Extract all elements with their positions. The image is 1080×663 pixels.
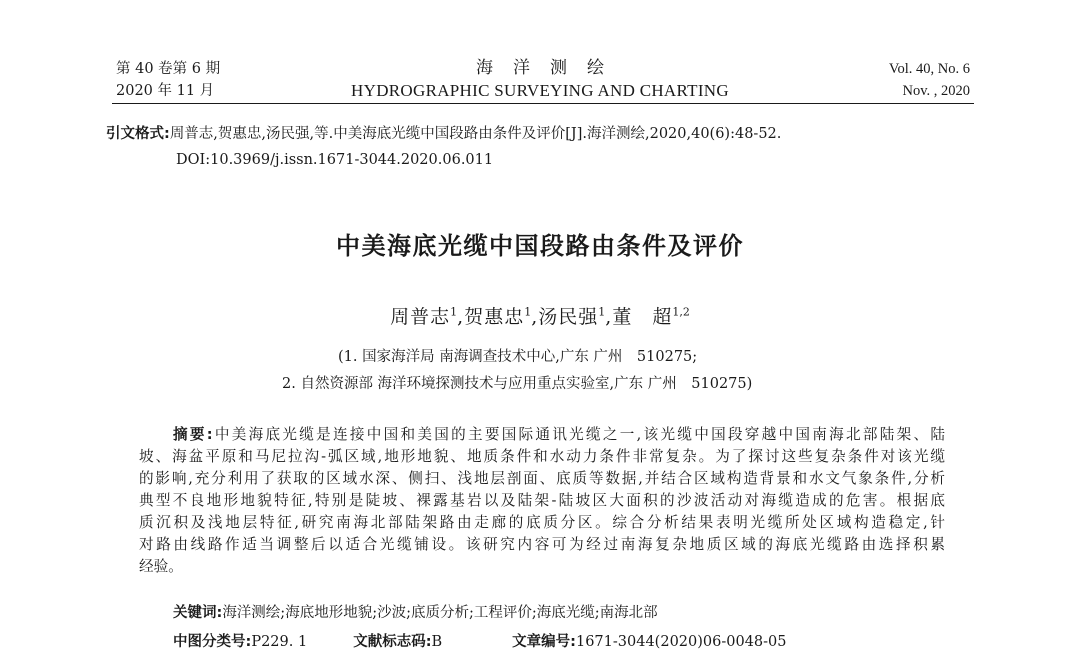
classification-row xyxy=(173,632,787,652)
author-affiliation-mark: 1 xyxy=(450,305,458,319)
document-code-value: B xyxy=(431,634,443,650)
author-separator: , xyxy=(605,306,613,328)
abstract xyxy=(139,424,945,578)
author-affiliation-mark: 1 xyxy=(524,305,532,319)
journal-issue-en xyxy=(889,58,970,102)
author-separator: , xyxy=(531,306,539,328)
author-name: 周普志 xyxy=(390,306,451,328)
abstract-line: 经验。 xyxy=(139,558,183,575)
volume-en: Vol. 40, No. 6 xyxy=(888,61,970,77)
abstract-label: 摘要: xyxy=(173,426,213,443)
document-code-label: 文献标志码: xyxy=(353,634,432,650)
keywords-label: 关键词: xyxy=(173,605,223,621)
abstract-line: 的影响,充分利用了获取的区域水深、侧扫、浅地层剖面、底质等数据,并结合区域构造背景和水文气象条件,分析 xyxy=(139,470,945,487)
article-number-value: 1671-3044(2020)06-0048-05 xyxy=(575,634,787,650)
abstract-line: 对路由线路作适当调整后以适合光缆铺设。该研究内容可为经过南海复杂地质区域的海底光缆路由选择积累 xyxy=(139,536,945,553)
affiliation: (1. 国家海洋局 南海调查技术中心,广东 广州 510275; xyxy=(338,349,698,365)
paper-title: 中美海底光缆中国段路由条件及评价 xyxy=(336,232,744,260)
clc-label: 中图分类号: xyxy=(173,634,252,650)
issue-number-cn: 第 40 卷第 6 期 xyxy=(116,61,221,77)
issue-date-en: Nov. , 2020 xyxy=(902,83,970,99)
author-name: 董 超 xyxy=(612,306,673,328)
header-rule xyxy=(112,103,974,104)
abstract-line: 典型不良地形地貌特征,特别是陡坡、裸露基岩以及陆架-陆坡区大面积的沙波活动对海缆造成的危害。根据底 xyxy=(139,492,945,509)
author-list xyxy=(0,302,1080,329)
abstract-text: 中美海底光缆是连接中国和美国的主要国际通讯光缆之一,该光缆中国段穿越中国南海北部陆架、陆 xyxy=(212,426,945,443)
abstract-line: 质沉积及浅地层特征,研究南海北部陆架路由走廊的底质分区。综合分析结果表明光缆所处区域构造稳定,针 xyxy=(139,514,945,531)
citation-text: 周普志,贺惠忠,汤民强,等.中美海底光缆中国段路由条件及评价[J].海洋测绘,2020,40(6):48-52. xyxy=(169,126,782,142)
article-number-label: 文章编号: xyxy=(512,634,576,650)
affiliation: 2. 自然资源部 海洋环境探测技术与应用重点实验室,广东 广州 510275) xyxy=(282,376,753,392)
author-affiliation-mark: 1,2 xyxy=(672,305,690,319)
author-name: 贺惠忠 xyxy=(464,306,525,328)
clc-value: P229. 1 xyxy=(251,634,308,650)
author-name: 汤民强 xyxy=(538,306,599,328)
abstract-line: 坡、海盆平原和马尼拉沟-弧区域,地形地貌、地质条件和水动力条件非常复杂。为了探讨这些复杂条件对该光缆 xyxy=(139,448,945,465)
citation-label: 引文格式: xyxy=(106,126,170,142)
abstract-line xyxy=(139,424,945,446)
keywords-text: 海洋测绘;海底地形地貌;沙波;底质分析;工程评价;海底光缆;南海北部 xyxy=(222,605,658,621)
journal-name-en: HYDROGRAPHIC SURVEYING AND CHARTING xyxy=(351,81,729,100)
doi: DOI:10.3969/j.issn.1671-3044.2020.06.011 xyxy=(176,152,494,168)
keywords xyxy=(173,603,658,623)
citation-format xyxy=(106,124,781,144)
author-separator: , xyxy=(457,306,465,328)
journal-name-cn: 海洋测绘 xyxy=(476,58,624,78)
issue-date-cn: 2020 年 11 月 xyxy=(116,83,215,99)
author-affiliation-mark: 1 xyxy=(598,305,606,319)
